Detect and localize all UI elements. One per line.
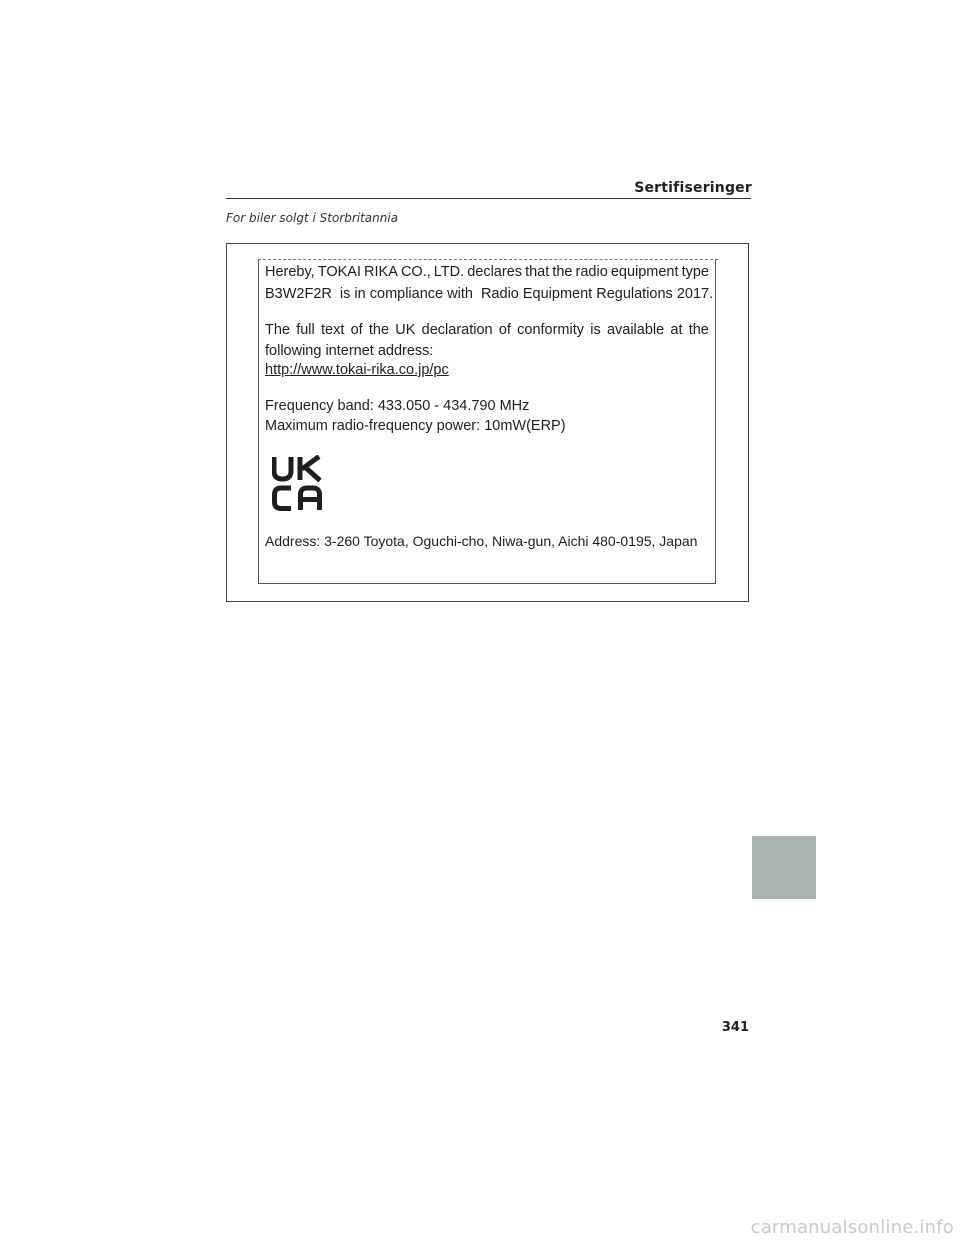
chapter-side-tab[interactable] [752, 836, 816, 899]
word: CO., [400, 264, 431, 280]
word: text [320, 322, 345, 338]
section-title: Sertifiseringer [634, 180, 752, 196]
declaration-line-3 [265, 322, 709, 338]
word: Hereby, [265, 264, 315, 280]
frequency-band: Frequency band: 433.050 - 434.790 MHz [265, 398, 530, 414]
word: full [296, 322, 315, 338]
declaration-line-2: B3W2F2R is in compliance with Radio Equipment Regulations 2017. [265, 286, 714, 302]
word: conformity [517, 322, 585, 338]
max-power: Maximum radio-frequency power: 10mW(ERP) [265, 418, 566, 434]
word: type [681, 264, 709, 280]
word: RIKA [364, 264, 398, 280]
word: declares [467, 264, 523, 280]
word: the [688, 322, 709, 338]
word: at [670, 322, 683, 338]
header-rule [226, 198, 751, 199]
word: LTD. [433, 264, 465, 280]
word: the [552, 264, 573, 280]
declaration-line-1 [265, 264, 709, 280]
declaration-url-link[interactable]: http://www.tokai-rika.co.jp/pc [265, 362, 449, 378]
ukca-mark-icon [272, 455, 324, 511]
manufacturer-address: Address: 3-260 Toyota, Oguchi-cho, Niwa-gun, Aichi 480-0195, Japan [265, 533, 698, 549]
watermark: carmanualsonline.info [750, 1217, 954, 1238]
word: The [265, 322, 290, 338]
page-number: 341 [721, 1020, 749, 1035]
declaration-box-top-edge [258, 259, 718, 260]
word: equipment [610, 264, 679, 280]
word: that [525, 264, 550, 280]
word: is [590, 322, 601, 338]
word: UK [395, 322, 416, 338]
declaration-url-line [265, 362, 449, 378]
word: TOKAI [317, 264, 361, 280]
word: radio [575, 264, 608, 280]
word: the [368, 322, 390, 338]
word: of [498, 322, 511, 338]
declaration-line-4: following internet address: [265, 343, 434, 359]
word: declaration [421, 322, 493, 338]
subheading: For biler solgt i Storbritannia [226, 211, 399, 225]
word: available [606, 322, 665, 338]
word: of [350, 322, 363, 338]
